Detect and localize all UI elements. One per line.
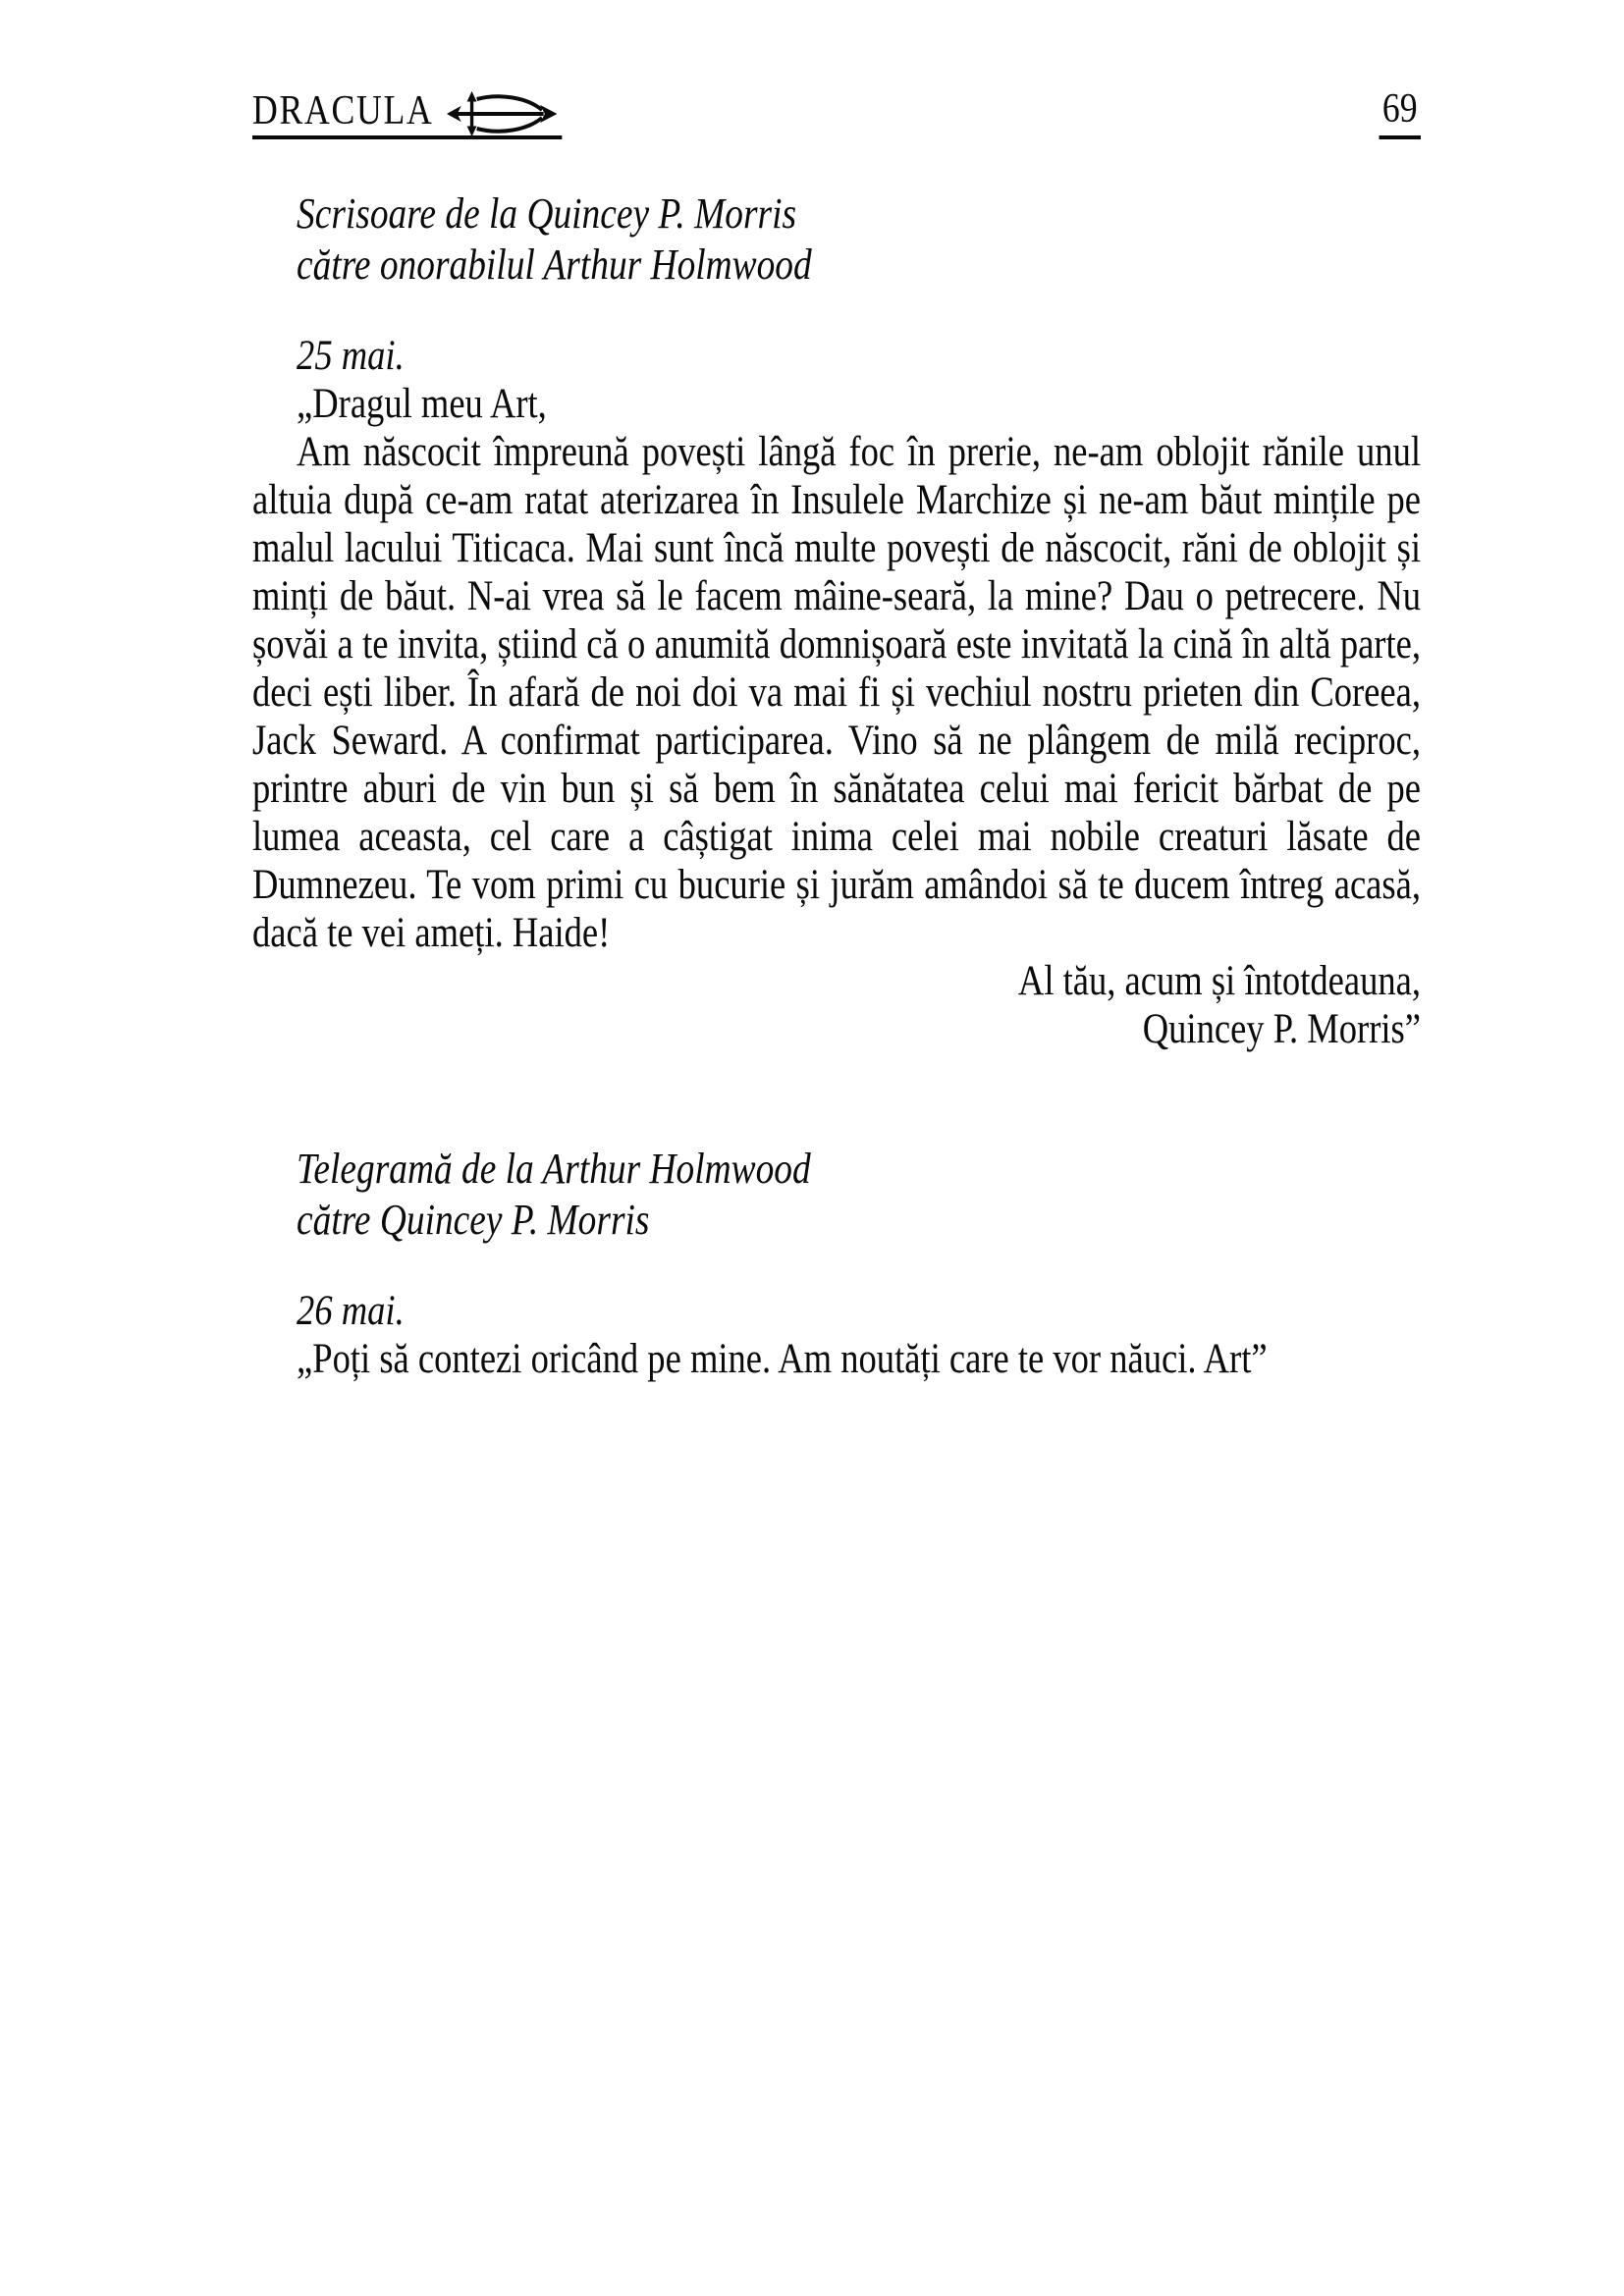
letter2-date: 26 mai. — [297, 1288, 405, 1334]
letter2-heading-line1: Telegramă de la Arthur Holmwood — [297, 1145, 811, 1193]
letter1-heading-line2: către onorabilul Arthur Holmwood — [297, 240, 812, 289]
letter1-signoff-line2: Quincey P. Morris” — [1142, 1006, 1421, 1052]
letter1-heading-line1: Scrisoare de la Quincey P. Morris — [297, 189, 797, 238]
running-header-title-group — [252, 90, 562, 139]
letter1-date: 25 mai. — [297, 333, 405, 379]
running-header — [252, 86, 1421, 139]
letter2-heading — [252, 1144, 1421, 1246]
letter1-signoff-line1: Al tău, acum și întotdeauna, — [1017, 958, 1421, 1004]
text-column — [252, 86, 1421, 1383]
letter1-heading — [252, 188, 1421, 291]
letter1-signoff — [252, 957, 1421, 1053]
letter1-salutation: „Dragul meu Art, — [297, 381, 547, 427]
letter2-body: „Poți să contezi oricând pe mine. Am noutăți care te vor năuci. Art” — [297, 1336, 1268, 1382]
letter2-heading-line2: către Quincey P. Morris — [297, 1196, 650, 1244]
arrow-flourish-ornament-icon — [447, 91, 557, 136]
page-number: 69 — [1380, 88, 1422, 139]
book-title: DRACULA — [252, 88, 434, 133]
letter1-body: Am născocit împreună povești lângă foc în prerie, ne-am oblojit rănile unul altuia după ce-am ratat aterizarea în Insulele Marchize și ne-am băut mințile pe malul lacului Titicaca. Mai sunt încă multe povești de născocit, răni de oblojit și minți de băut. N-ai vrea să le facem mâine-seară, la mine? Dau o petrecere. Nu șovăi a te invita, știind că o anumită domnișoară este invitată la cină în altă parte, deci ești liber. În afară de noi doi va mai fi și vechiul nostru prieten din Coreea, Jack Seward. A confirmat participarea. Vino să ne plângem de milă reciproc, printre aburi de vin bun și să bem în sănătatea celui mai fericit bărbat de pe lumea aceasta, cel care a câștigat inima celei mai nobile creaturi lăsate de Dumnezeu. Te vom primi cu bucurie și jurăm amândoi să te ducem întreg acasă, dacă te vei ameți. Haide! — [252, 429, 1421, 956]
